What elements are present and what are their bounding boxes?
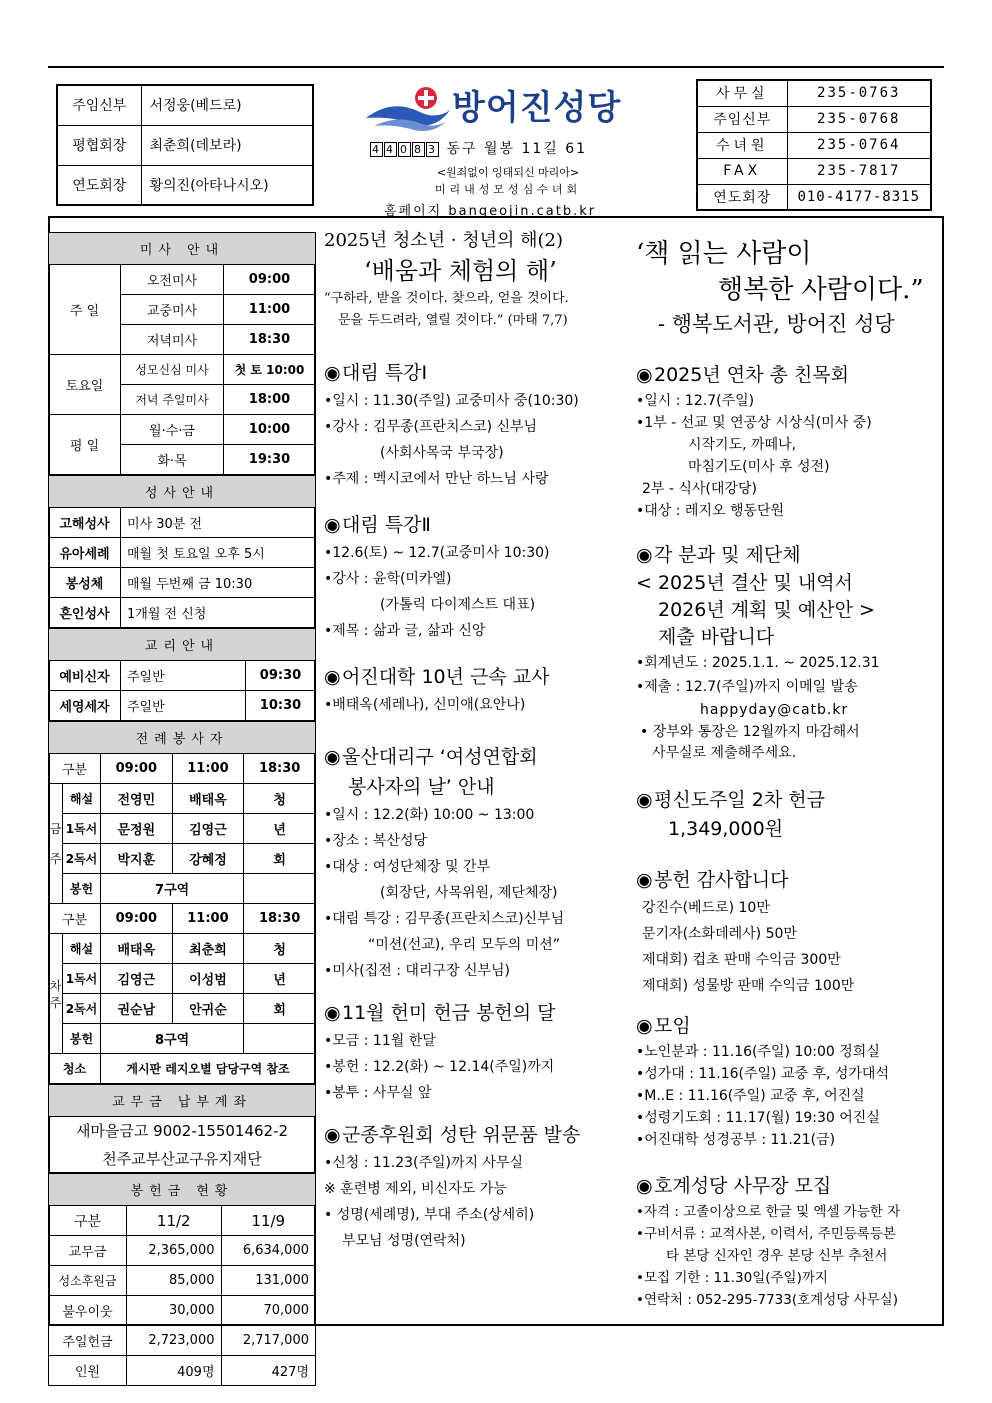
library-name: - 행복도서관, 방어진 성당 bbox=[658, 312, 895, 336]
library-quote-1: ‘책 읽는 사람이 bbox=[636, 239, 812, 269]
teacher-award-heading: ◉어진대학 10년 근속 교사 bbox=[324, 666, 550, 688]
top-rule bbox=[48, 66, 944, 68]
laity-sunday-heading: ◉평신도주일 2차 헌금 bbox=[636, 789, 825, 811]
liturgy-table: 전례봉사자 구분 09:00 11:00 18:30 금주 해설 전영민 배태옥 청 1독서 문정원 김영근 년 2독서 박지훈 강혜정 회 봉헌 7구역 구분 09:00 11:00 18:30 차주 해설 배태옥 최춘희 청 1독서 김영근 이성범 년 2독서 권순남 안귀순 회 봉헌 8구역 청소 게시판 레지오별 담당구역 참조 bbox=[48, 721, 316, 1084]
rice-offering-heading: ◉11월 헌미 헌금 봉헌의 달 bbox=[324, 1002, 556, 1024]
job-posting-heading: ◉호계성당 사무장 모집 bbox=[636, 1175, 832, 1197]
sacrament-table: 성사안내 고해성사 미사 30분 전 유아세례 매월 첫 토요일 오후 5시 봉성체 매월 두번째 금 10:30 혼인성사 1개월 전 신청 bbox=[48, 475, 316, 628]
motto: <원죄없이 잉태되신 마리아> bbox=[436, 166, 580, 179]
year-theme-title: ‘배움과 체험의 해’ bbox=[364, 257, 557, 285]
donation-thanks-heading: ◉봉헌 감사합니다 bbox=[636, 869, 789, 891]
account-table: 교무금 납부계좌 새마을금고 9002-15501462-2 천주교부산교구유지재단 bbox=[48, 1084, 316, 1173]
news-column-2: ‘책 읽는 사람이 행복한 사람이다.” - 행복도서관, 방어진 성당 ◉2025년 연차 총 친목회 •일시 : 12.7(주일) •1부 - 선교 및 연공상 시상식(미사 중) 시작기도, 까떼나, 마침기도(미사 후 성전) 2부 - 식사(대강당) •대상 : 레지오 행동단원 ◉각 분과 및 제단체 < 2025년 결산 및 내역서 2026년 계획 및 예산안 > 제출 바랍니다 •회계년도 : 2025.1.1. ~ 2025.12.31 •제출 : 12.7(주일)까지 이메일 발송 happyday@catb.kr • 장부와 통장은 12월까지 마감해서 사무실로 제출해주세요. ◉평신도주일 2차 헌금 1,349,000원 ◉봉헌 감사합니다 강진수(베드로) 10만 문기자(소화데레사) 50만 제대회) 컵초 판매 수익금 300만 제대회) 성물방 판매 수익금 100만 ◉모임 •노인분과 : 11.16(주일) 10:00 정희실 •성가대 : 11.16(주일) 교중 후, 성가대석 •M..E : 11.16(주일) 교중 후, 어진실 •성령기도회 : 11.17(월) 19:30 어진실 •어진대학 성경공부 : 11.21(금) ◉호계성당 사무장 모집 •자격 : 고졸이상으로 한글 및 엑셀 가능한 자 •구비서류 : 교적사본, 이력서, 주민등록등본 타 본당 신자인 경우 본당 신부 추천서 •모집 기한 : 11.30일(주일)까지 •연락처 : 052-295-7733(호계성당 사무실) bbox=[636, 236, 936, 1311]
annual-gathering-heading: ◉2025년 연차 총 친목회 bbox=[636, 364, 849, 386]
military-gift-heading: ◉군종후원회 성탄 위문품 발송 bbox=[324, 1124, 581, 1146]
news-column-1: 2025년 청소년 · 청년의 해(2) ‘배움과 체험의 해’ “구하라, 받을 것이다. 찾으라, 얻을 것이다. 문을 두드려라, 열릴 것이다.” (마태 7,7) ◉대림 특강Ⅰ •일시 : 11.30(주일) 교중미사 중(10:30) •강사 : 김무종(프란치스코) 신부님 (사회사목국 부국장) •주제 : 멕시코에서 만난 하느님 사랑 ◉대림 특강Ⅱ •12.6(토) ~ 12.7(교중미사 10:30) •강사 : 윤학(미카엘) (가톨릭 다이제스트 대표) •제목 : 삶과 글, 삶과 신앙 ◉어진대학 10년 근속 교사 •배태옥(세레나), 신미애(요안나) ◉울산대리구 ‘여성연합회 봉사자의 날’ 안내 •일시 : 12.2(화) 10:00 ~ 13:00 •장소 : 복산성당 •대상 : 여성단체장 및 간부 (회장단, 사목위원, 제단체장) •대림 특강 : 김무종(프란치스코)신부님 “미션(선교), 우리 모두의 미션” •미사(집전 : 대리구장 신부님) ◉11월 헌미 헌금 봉헌의 달 •모금 : 11월 한달 •봉헌 : 12.2(화) ~ 12.14(주일)까지 •봉투 : 사무실 앞 ◉군종후원회 성탄 위문품 발송 •신청 : 11.23(주일)까지 사무실 ※ 훈련병 제외, 비신자도 가능 • 성명(세례명), 부대 주소(상세히) 부모님 성명(연락처) bbox=[324, 228, 624, 1254]
womens-day-heading: ◉울산대리구 ‘여성연합회 bbox=[324, 746, 538, 768]
library-quote-2: 행복한 사람이다.” bbox=[718, 275, 924, 305]
sidebar bbox=[48, 232, 316, 1386]
parish-title: 방어진성당 bbox=[452, 88, 622, 128]
doctrine-table: 교리안내 예비신자 주일반 09:30 세영세자 주일반 10:30 bbox=[48, 628, 316, 721]
budget-submission-heading: ◉각 분과 및 제단체 bbox=[636, 544, 801, 566]
year-theme-line: 2025년 청소년 · 청년의 해(2) bbox=[324, 230, 564, 251]
meetings-heading: ◉모임 bbox=[636, 1015, 691, 1037]
advent-lecture-2-heading: ◉대림 특강Ⅱ bbox=[324, 514, 431, 536]
address: 4 4 0 8 3 동구 월봉 11길 61 bbox=[372, 141, 588, 157]
homepage-link[interactable]: 홈페이지 bangeojin.catb.kr bbox=[384, 204, 597, 219]
sisters-name: 미리내성모성심수녀회 bbox=[434, 183, 582, 196]
offering-table: 봉헌금 현황 구분 11/2 11/9 교무금 2,365,000 6,634,000 성소후원금 85,000 131,000 불우이웃 30,000 70,000 주일헌금 2,723,000 2,717,000 인원 409명 427명 bbox=[48, 1173, 316, 1386]
mass-table: 미사 안내 주 일 오전미사 09:00 교중미사 11:00 저녁미사 18:30 토요일 성모신심 미사 첫 토 10:00 저녁 주일미사 18:00 평 일 월·수·금 10:00 화·목 19:30 bbox=[48, 232, 316, 475]
contacts-table: 사무실 235-0763 주임신부 235-0768 수녀원 235-0764 FAX 235-7817 연도회장 010-4177-8315 bbox=[696, 79, 932, 211]
leaders-table: 주임신부 서정웅(베드로) 평협회장 최춘희(데보라) 연도회장 황의진(아타나시오) bbox=[56, 84, 314, 206]
church-logo-icon bbox=[362, 84, 452, 134]
advent-lecture-1-heading: ◉대림 특강Ⅰ bbox=[324, 362, 428, 384]
